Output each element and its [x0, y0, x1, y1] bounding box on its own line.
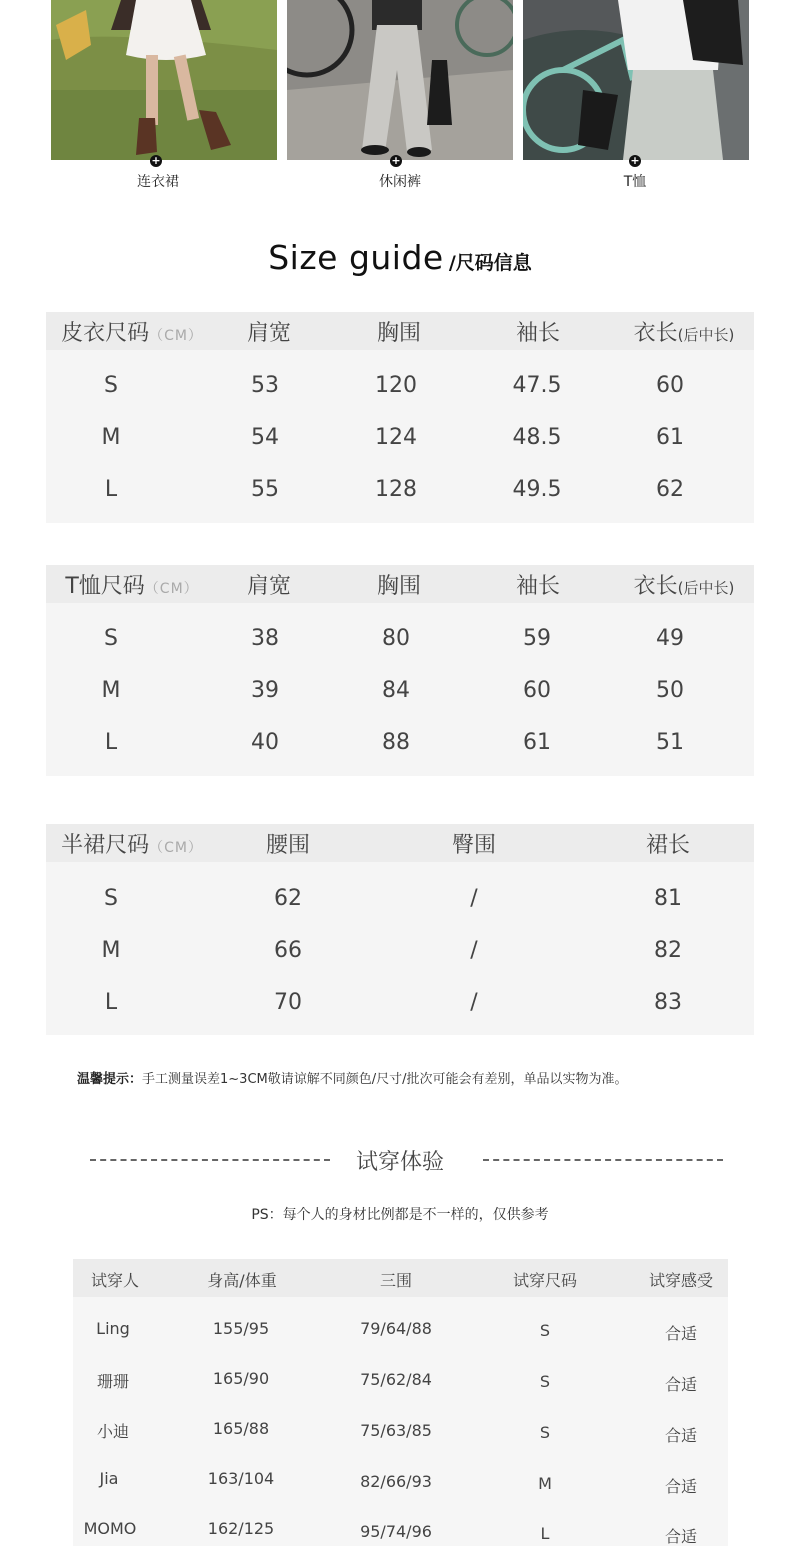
table-cell: MOMO [83, 1519, 137, 1538]
table-cell: 60 [523, 678, 551, 703]
header-size: 皮衣尺码（CM） [61, 321, 203, 346]
table-cell: L [104, 477, 118, 502]
table-cell: 49.5 [512, 477, 562, 502]
table-cell: / [470, 938, 478, 963]
skirt-size-table [46, 824, 754, 1035]
add-icon[interactable]: + [391, 154, 401, 167]
table-cell: 51 [656, 730, 684, 755]
header-length: 衣长(后中长) [633, 321, 735, 346]
table-cell: 合适 [664, 1426, 698, 1445]
table-cell: 82 [654, 938, 682, 963]
table-cell: 165/90 [212, 1369, 270, 1388]
table-cell: S [539, 1423, 551, 1442]
table-cell: 59 [523, 626, 551, 651]
header-tester: 试穿人 [90, 1271, 140, 1290]
tshirt-size-table [46, 565, 754, 776]
leather-size-table [46, 312, 754, 523]
header-sleeve: 袖长 [515, 574, 561, 599]
table-cell: 88 [382, 730, 410, 755]
divider-right [483, 1159, 723, 1161]
table-cell: M [101, 425, 121, 450]
table-cell: M [101, 938, 121, 963]
table-cell: / [470, 990, 478, 1015]
table-cell: 162/125 [207, 1519, 275, 1538]
add-icon[interactable]: + [151, 154, 161, 167]
header-shoulder: 肩宽 [246, 574, 292, 599]
tryon-title: 试穿体验 [355, 1150, 444, 1175]
product-photo-dress[interactable] [51, 0, 277, 160]
table-cell: 155/95 [212, 1319, 270, 1338]
table-cell: L [540, 1524, 550, 1543]
table-cell: 61 [656, 425, 684, 450]
table-cell: 40 [251, 730, 279, 755]
table-cell: / [470, 886, 478, 911]
table-cell: 80 [382, 626, 410, 651]
table-cell: 75/62/84 [360, 1370, 432, 1389]
table-cell: 合适 [664, 1477, 698, 1496]
add-icon[interactable]: + [630, 154, 640, 167]
table-cell: 124 [375, 425, 417, 450]
product-photo-pants[interactable] [287, 0, 513, 160]
header-length: 衣长(后中长) [633, 574, 735, 599]
notice-text: 手工测量误差1~3CM敬请谅解不同颜色/尺寸/批次可能会有差别，单品以实物为准。 [142, 1072, 628, 1087]
table-cell: 84 [382, 678, 410, 703]
table-cell: 39 [251, 678, 279, 703]
table-cell: Jia [99, 1469, 119, 1488]
size-guide-title-en: Size guide [268, 238, 444, 277]
table-cell: 62 [274, 886, 302, 911]
table-cell: 48.5 [512, 425, 562, 450]
table-cell: 合适 [664, 1324, 698, 1343]
header-tried-size: 试穿尺码 [512, 1271, 578, 1290]
table-cell: 49 [656, 626, 684, 651]
tryon-ps: PS：每个人的身材比例都是不一样的，仅供参考 [251, 1207, 549, 1223]
header-size: 半裙尺码（CM） [61, 833, 203, 858]
table-cell: M [101, 678, 121, 703]
notice [77, 1068, 628, 1087]
table-cell: 小迪 [96, 1422, 130, 1441]
table-cell: 165/88 [212, 1419, 270, 1438]
table-cell: S [539, 1321, 551, 1340]
table-cell: 95/74/96 [360, 1522, 432, 1541]
table-cell: 81 [654, 886, 682, 911]
notice-label: 温馨提示： [77, 1072, 143, 1087]
size-guide-title-cn: /尺码信息 [448, 252, 532, 274]
header-chest: 胸围 [376, 574, 422, 599]
table-cell: 54 [251, 425, 279, 450]
header-waist: 腰围 [265, 833, 311, 858]
header-sleeve: 袖长 [515, 321, 561, 346]
table-cell: 83 [654, 990, 682, 1015]
table-cell: 62 [656, 477, 684, 502]
table-cell: 合适 [664, 1527, 698, 1546]
table-cell: L [104, 730, 118, 755]
table-cell: 163/104 [207, 1469, 275, 1488]
product-label-pants: 休闲裤 [379, 174, 421, 190]
table-cell: 珊珊 [96, 1372, 130, 1391]
header-hip: 臀围 [451, 833, 497, 858]
product-photo-tshirt[interactable] [523, 0, 749, 160]
table-cell: 66 [274, 938, 302, 963]
table-cell: S [104, 886, 118, 911]
table-cell: 47.5 [512, 373, 562, 398]
table-cell: S [104, 373, 118, 398]
table-cell: 128 [375, 477, 417, 502]
table-cell: 38 [251, 626, 279, 651]
table-cell: 61 [523, 730, 551, 755]
table-cell: 53 [251, 373, 279, 398]
table-cell: S [539, 1372, 551, 1391]
header-shoulder: 肩宽 [246, 321, 292, 346]
header-fit: 试穿感受 [648, 1271, 714, 1290]
product-label-tshirt: T恤 [623, 174, 647, 190]
table-cell: S [104, 626, 118, 651]
table-cell: 合适 [664, 1375, 698, 1394]
table-cell: 79/64/88 [360, 1319, 432, 1338]
product-label-dress: 连衣裙 [137, 174, 179, 190]
size-guide-title [0, 238, 800, 277]
header-measurements: 三围 [379, 1271, 413, 1290]
header-chest: 胸围 [376, 321, 422, 346]
table-cell: 70 [274, 990, 302, 1015]
header-skirt-length: 裙长 [645, 833, 691, 858]
table-cell: 50 [656, 678, 684, 703]
header-height-weight: 身高/体重 [207, 1271, 277, 1290]
table-cell: 55 [251, 477, 279, 502]
tryon-table [73, 1259, 728, 1546]
header-size: T恤尺码（CM） [65, 574, 199, 599]
table-cell: 82/66/93 [360, 1472, 432, 1491]
table-cell: Ling [96, 1319, 130, 1338]
table-cell: 75/63/85 [360, 1421, 432, 1440]
table-cell: M [538, 1474, 552, 1493]
table-cell: 60 [656, 373, 684, 398]
table-cell: L [104, 990, 118, 1015]
table-cell: 120 [375, 373, 417, 398]
